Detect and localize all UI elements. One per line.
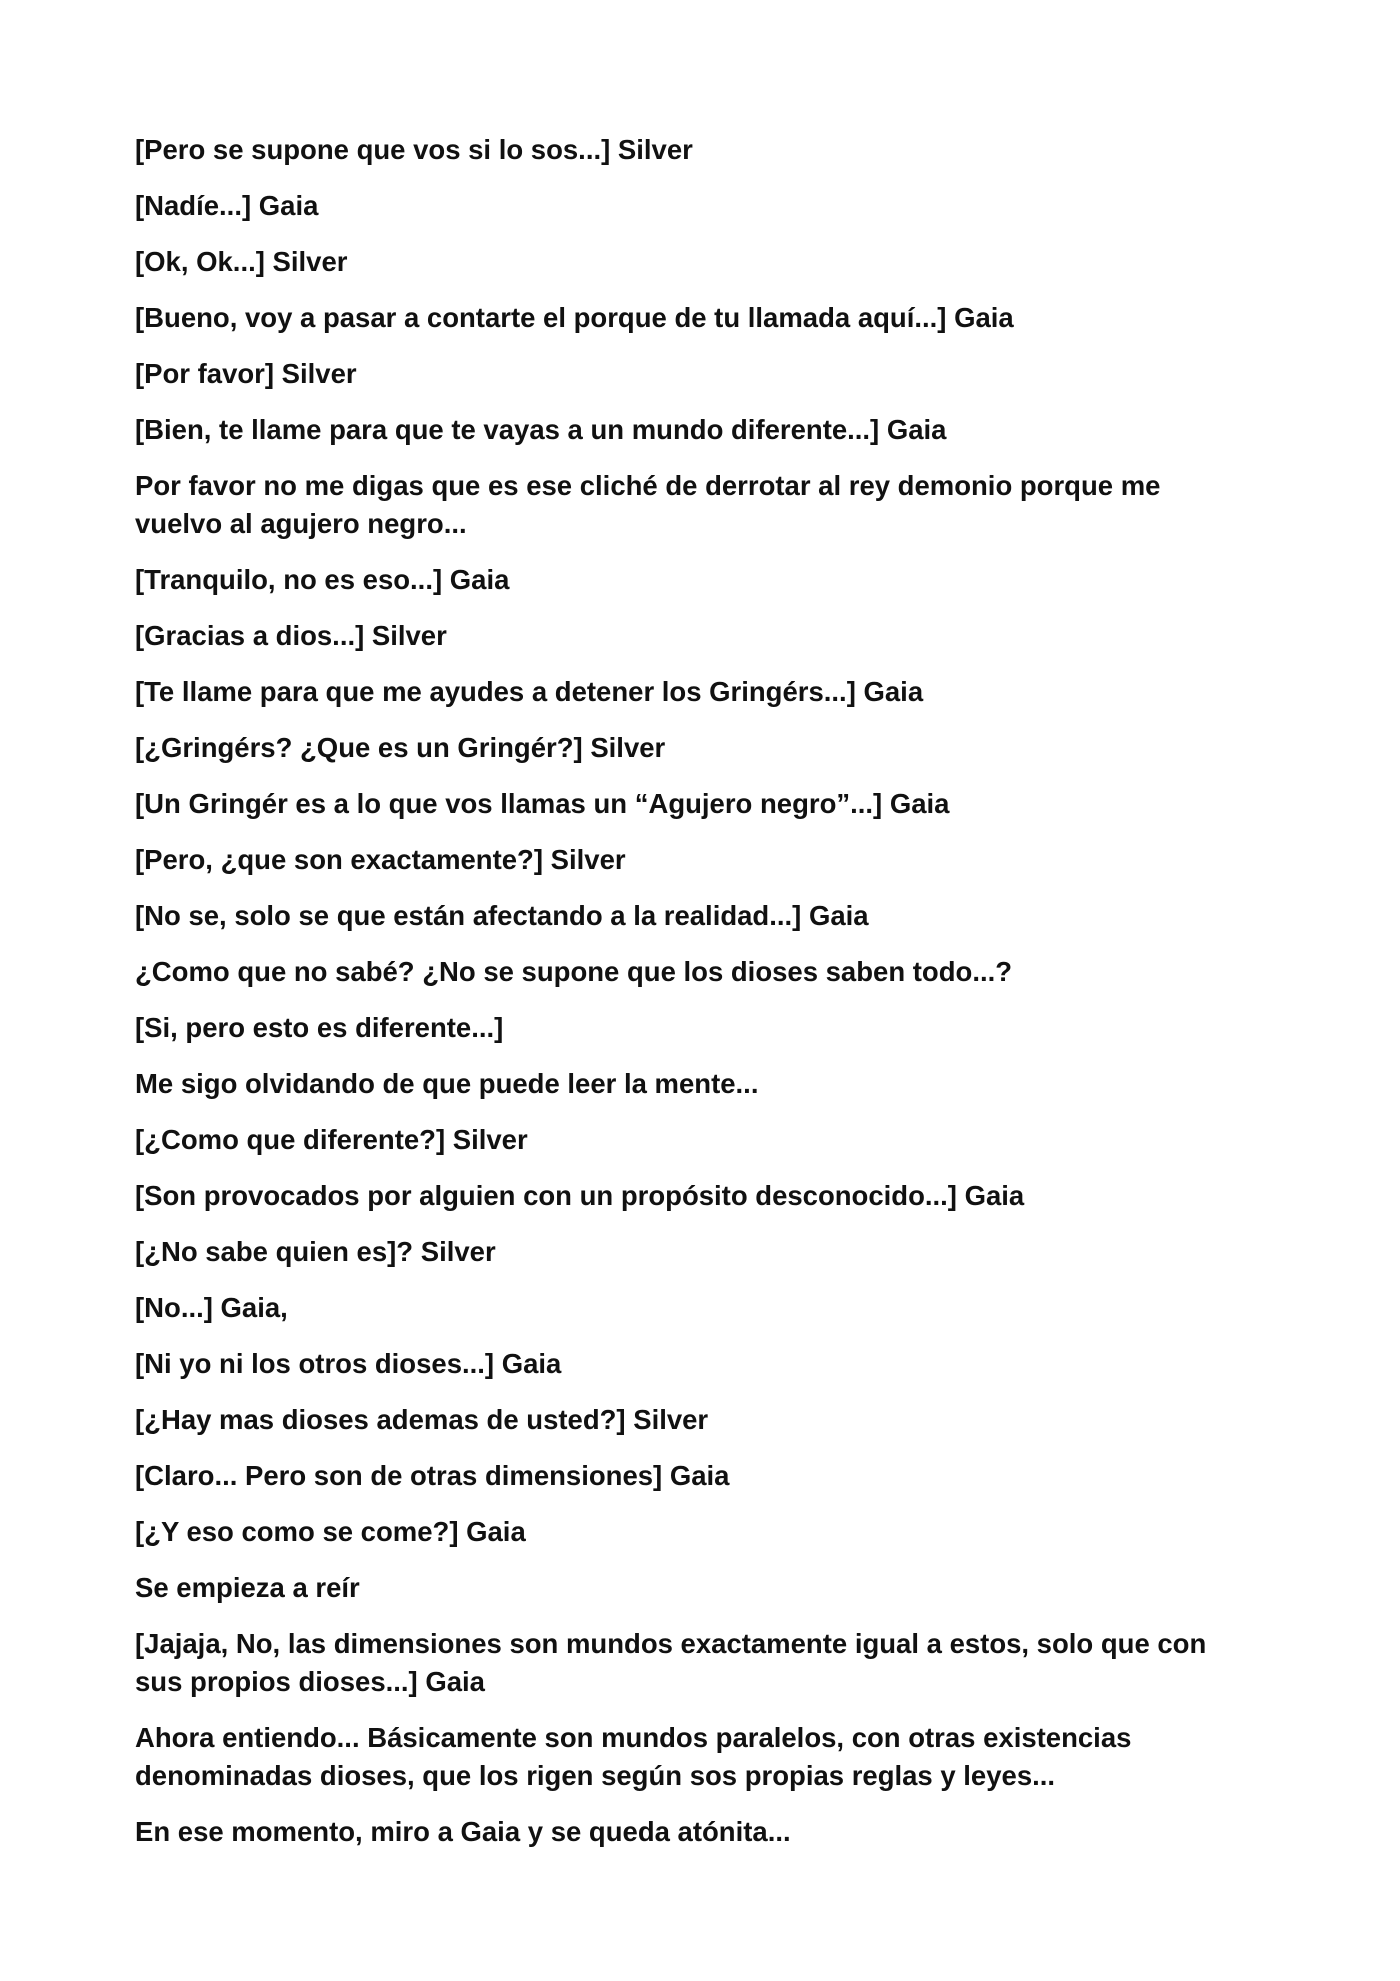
narration-line: Me sigo olvidando de que puede leer la mente... bbox=[135, 1068, 759, 1099]
dialogue-line: [¿Y eso como se come?] Gaia bbox=[135, 1516, 526, 1547]
dialogue-line: [¿Gringérs? ¿Que es un Gringér?] Silver bbox=[135, 732, 666, 763]
narration-line: Se empieza a reír bbox=[135, 1572, 360, 1603]
dialogue-line: [Pero, ¿que son exactamente?] Silver bbox=[135, 844, 626, 875]
narration-line: Por favor no me digas que es ese cliché de derrotar al rey demonio porque me vuelvo al agujero negro... bbox=[135, 470, 1161, 539]
dialogue-line: [Jajaja, No, las dimensiones son mundos exactamente igual a estos, solo que con sus propios dioses...] Gaia bbox=[135, 1628, 1207, 1697]
dialogue-line: [Te llame para que me ayudes a detener los Gringérs...] Gaia bbox=[135, 676, 924, 707]
dialogue-line: [Ni yo ni los otros dioses...] Gaia bbox=[135, 1348, 562, 1379]
document-body bbox=[135, 131, 1275, 1869]
narration-line: Ahora entiendo... Básicamente son mundos paralelos, con otras existencias denominadas dioses, que los rigen según sos propias reglas y leyes... bbox=[135, 1722, 1132, 1791]
dialogue-line: [Claro... Pero son de otras dimensiones] Gaia bbox=[135, 1460, 730, 1491]
dialogue-line: [¿Como que diferente?] Silver bbox=[135, 1124, 528, 1155]
dialogue-line: [Nadíe...] Gaia bbox=[135, 190, 319, 221]
narration-line: ¿Como que no sabé? ¿No se supone que los dioses saben todo...? bbox=[135, 956, 1013, 987]
dialogue-line: [Ok, Ok...] Silver bbox=[135, 246, 348, 277]
dialogue-line: [Bien, te llame para que te vayas a un mundo diferente...] Gaia bbox=[135, 414, 947, 445]
dialogue-line: [Si, pero esto es diferente...] bbox=[135, 1012, 504, 1043]
dialogue-line: [Gracias a dios...] Silver bbox=[135, 620, 447, 651]
dialogue-line: [Son provocados por alguien con un propósito desconocido...] Gaia bbox=[135, 1180, 1025, 1211]
dialogue-line: [Bueno, voy a pasar a contarte el porque de tu llamada aquí...] Gaia bbox=[135, 302, 1014, 333]
dialogue-line: [No se, solo se que están afectando a la realidad...] Gaia bbox=[135, 900, 869, 931]
dialogue-line: [Por favor] Silver bbox=[135, 358, 357, 389]
dialogue-line: [Un Gringér es a lo que vos llamas un “Agujero negro”...] Gaia bbox=[135, 788, 950, 819]
dialogue-line: [¿No sabe quien es]? Silver bbox=[135, 1236, 496, 1267]
dialogue-line: [Tranquilo, no es eso...] Gaia bbox=[135, 564, 510, 595]
narration-line: En ese momento, miro a Gaia y se queda atónita... bbox=[135, 1816, 791, 1847]
dialogue-line: [No...] Gaia, bbox=[135, 1292, 288, 1323]
dialogue-line: [¿Hay mas dioses ademas de usted?] Silver bbox=[135, 1404, 709, 1435]
dialogue-line: [Pero se supone que vos si lo sos...] Silver bbox=[135, 134, 693, 165]
